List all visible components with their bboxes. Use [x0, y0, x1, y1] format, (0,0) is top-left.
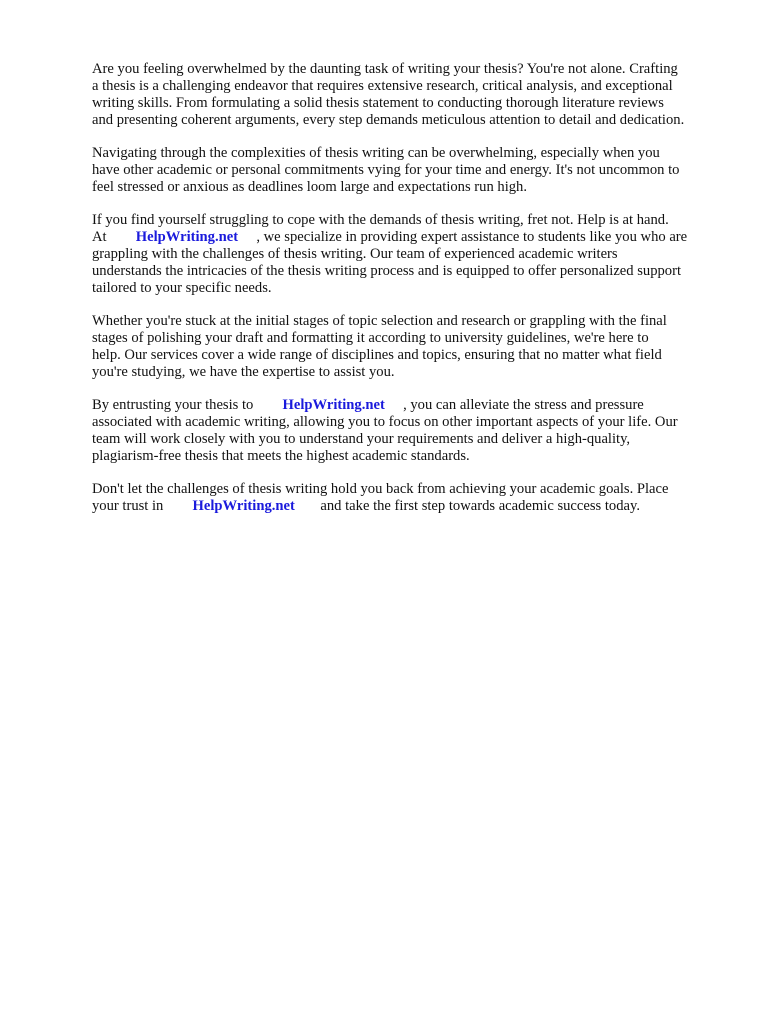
paragraph-services: [92, 313, 732, 381]
text-line: tailored to your specific needs.: [92, 280, 272, 296]
text-line: [92, 498, 732, 515]
text-line: grappling with the challenges of thesis writing. Our team of experienced academic writers: [92, 246, 618, 262]
text-fragment: At: [92, 229, 107, 245]
text-line: a thesis is a challenging endeavor that requires extensive research, critical analysis, and exceptional: [92, 78, 673, 94]
text-line: If you find yourself struggling to cope with the demands of thesis writing, fret not. Help is at hand.: [92, 212, 669, 228]
paragraph-entrusting: [92, 397, 732, 465]
text-fragment: By entrusting your thesis to: [92, 397, 254, 413]
helpwriting-link[interactable]: HelpWriting.net: [192, 498, 295, 514]
paragraph-closing: [92, 481, 732, 515]
paragraph-complexities: [92, 145, 732, 196]
text-line: understands the intricacies of the thesis writing process and is equipped to offer personalized support: [92, 263, 682, 279]
text-line: have other academic or personal commitments vying for your time and energy. It's not uncommon to: [92, 162, 680, 178]
text-fragment: your trust in: [92, 498, 164, 514]
text-line: Navigating through the complexities of thesis writing can be overwhelming, especially when you: [92, 145, 660, 161]
text-fragment: , you can alleviate the stress and pressure: [403, 397, 644, 413]
text-line: Don't let the challenges of thesis writing hold you back from achieving your academic goals. Place: [92, 481, 669, 497]
paragraph-intro: [92, 61, 732, 129]
paragraph-help: [92, 212, 732, 297]
text-line: help. Our services cover a wide range of disciplines and topics, ensuring that no matter what field: [92, 347, 662, 363]
text-line: stages of polishing your draft and formatting it according to university guidelines, we're here to: [92, 330, 649, 346]
document-body: [92, 61, 732, 531]
text-line: Are you feeling overwhelmed by the daunting task of writing your thesis? You're not alone. Crafting: [92, 61, 678, 77]
text-line: and presenting coherent arguments, every step demands meticulous attention to detail and dedication.: [92, 112, 685, 128]
text-line: team will work closely with you to understand your requirements and deliver a high-quality,: [92, 431, 631, 447]
text-line: you're studying, we have the expertise to assist you.: [92, 364, 395, 380]
text-line: [92, 397, 732, 414]
text-fragment: , we specialize in providing expert assistance to students like you who are: [256, 229, 688, 245]
text-line: [92, 229, 732, 246]
text-line: plagiarism-free thesis that meets the highest academic standards.: [92, 448, 470, 464]
text-line: associated with academic writing, allowing you to focus on other important aspects of your life. Our: [92, 414, 678, 430]
text-fragment: and take the first step towards academic success today.: [320, 498, 640, 514]
helpwriting-link[interactable]: HelpWriting.net: [135, 229, 239, 245]
text-line: Whether you're stuck at the initial stages of topic selection and research or grappling with the final: [92, 313, 667, 329]
text-line: feel stressed or anxious as deadlines loom large and expectations run high.: [92, 179, 527, 195]
text-line: writing skills. From formulating a solid thesis statement to conducting thorough literature reviews: [92, 95, 664, 111]
helpwriting-link[interactable]: HelpWriting.net: [282, 397, 385, 413]
